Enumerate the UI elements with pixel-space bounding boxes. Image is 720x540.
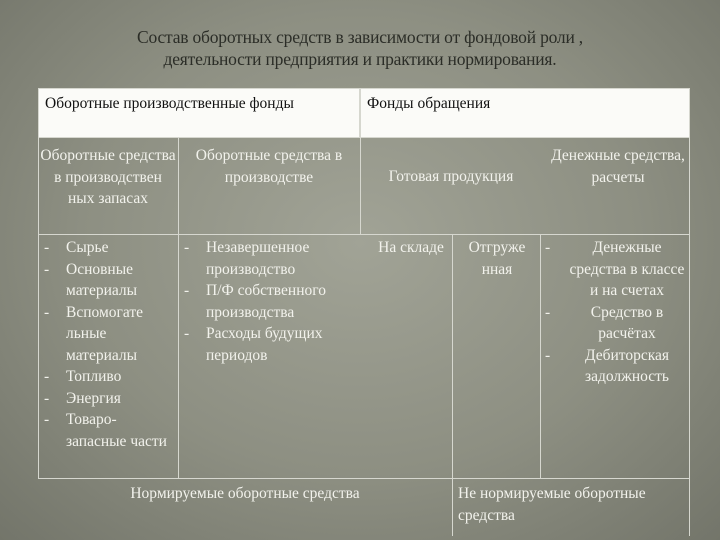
in-stock-list (42, 237, 176, 452)
list-item: - П/Ф собственного производства (182, 280, 358, 323)
list-item: - Товаро-запасные части (42, 409, 176, 452)
list-item: - Топливо (42, 366, 176, 388)
list-item: - Незавершенное производство (182, 237, 358, 280)
subheader-in-stock: Оборотные средства в производствен ных запасах (40, 147, 176, 207)
grid-line (38, 234, 689, 235)
grid-line (178, 138, 179, 478)
grid-line (360, 138, 361, 234)
header-production-funds: Оборотные производственные фонды (38, 88, 360, 138)
in-production-list (182, 237, 358, 366)
cash-list (543, 237, 687, 388)
grid-line (38, 478, 689, 479)
subheader-finished-goods: Готовая продукция (388, 168, 514, 185)
list-item: - Вспомогате льные материалы (42, 302, 176, 367)
subheader-in-production: Оборотные средства в производстве (195, 147, 343, 186)
page-title (40, 26, 680, 70)
list-item: - Дебиторская задолжность (543, 345, 687, 388)
title-line-2: деятельности предприятия и практики нормирования. (163, 49, 557, 69)
footer-normed: Нормируемые оборотные средства (130, 485, 360, 502)
list-item: - Энергия (42, 388, 176, 410)
list-item: - Основные материалы (42, 259, 176, 302)
list-item: - Сырье (42, 237, 176, 259)
subheader-cash: Денежные средства, расчеты (551, 147, 685, 186)
footer-not-normed: Не нормируемые оборотные средства (458, 485, 646, 524)
shipped-cell: Отгруже нная (468, 239, 526, 278)
title-line-1: Состав оборотных средств в зависимости от фондовой роли , (137, 27, 583, 47)
warehouse-cell: На складе (378, 239, 444, 256)
grid-line (38, 138, 39, 478)
list-item: - Денежные средства в классе и на счетах (543, 237, 687, 302)
list-item: - Расходы будущих периодов (182, 323, 358, 366)
grid-line (452, 234, 453, 536)
grid-line (689, 138, 690, 536)
grid-line (540, 234, 541, 478)
header-circulation-funds: Фонды обращения (360, 88, 690, 138)
list-item: - Средство в расчётах (543, 302, 687, 345)
